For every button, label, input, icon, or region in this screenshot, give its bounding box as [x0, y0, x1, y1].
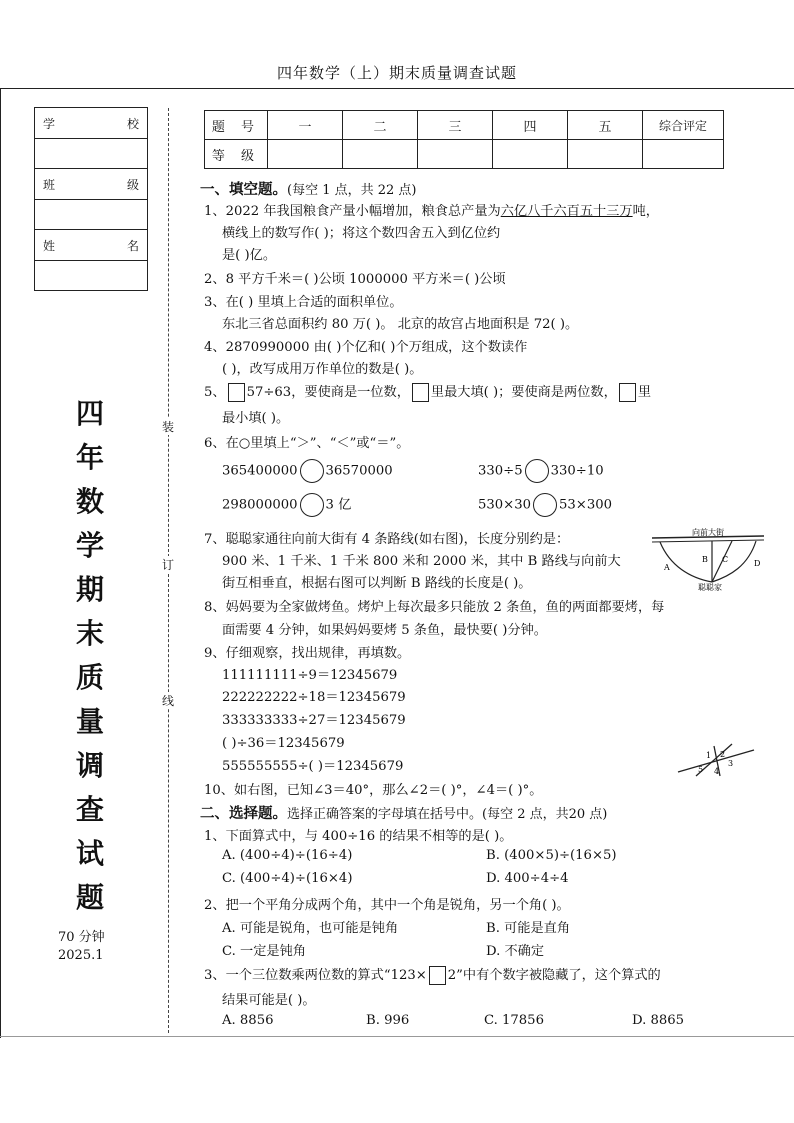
q7-line-3: 街互相垂直，根据右图可以判断 B 路线的长度是( )。 [222, 576, 532, 591]
c3-question-line-1: 3、一个三位数乘两位数的算式“123× 2”中有个数字被隐藏了，这个算式的 [204, 968, 661, 983]
fig-label-a: A [664, 563, 670, 572]
q8-line-1: 8、妈妈要为全家做烤鱼。烤炉上每次最多只能放 2 条鱼，鱼的两面都要烤，每 [204, 600, 665, 615]
c2-option-c[interactable]: C. 一定是钝角 [222, 944, 306, 959]
angle-label-3: 3 [728, 759, 734, 768]
fig-label-home: 聪聪家 [698, 583, 722, 592]
q3-line-2: 东北三省总面积约 80 万( )。 北京的故宫占地面积是 72( )。 [222, 317, 579, 332]
fig-label-b: B [702, 555, 708, 564]
top-rule [0, 88, 794, 89]
c1-option-d[interactable]: D. 400÷4÷4 [486, 871, 569, 886]
section-1-heading: 一、填空题。(每空 1 点，共 22 点) [200, 181, 417, 198]
school-label: 学 校 [35, 108, 147, 139]
q10-line: 10、如右图，已知∠3＝40°，那么∠2＝( )°，∠4＝( )°。 [204, 783, 543, 798]
blank-box[interactable] [412, 383, 429, 402]
c1-option-b[interactable]: B. (400×5)÷(16×5) [486, 848, 617, 863]
q7-line-1: 7、聪聪家通往向前大街有 4 条路线(如右图)，长度分别约是： [204, 532, 570, 547]
compare-circle[interactable] [533, 493, 557, 517]
name-label: 姓 名 [35, 230, 147, 261]
compare-circle[interactable] [300, 459, 324, 483]
binding-char-xian: 线 [162, 694, 175, 708]
grade-col-overall: 综合评定 [643, 111, 724, 140]
c1-option-a[interactable]: A. (400÷4)÷(16÷4) [222, 848, 353, 863]
q3-line-1: 3、在( ) 里填上合适的面积单位。 [204, 295, 403, 310]
grade-cell[interactable] [343, 140, 418, 169]
q9-row-5: 555555555÷( )＝12345679 [222, 759, 404, 774]
grade-row-label-level: 等 级 [205, 140, 268, 169]
q9-row-3: 333333333÷27＝12345679 [222, 713, 406, 728]
q9-row-2: 222222222÷18＝12345679 [222, 690, 406, 705]
exam-date: 2025.1 [58, 948, 104, 963]
blank-box[interactable] [619, 383, 636, 402]
binding-char-zhuang: 装 [162, 420, 175, 434]
compare-circle[interactable] [525, 459, 549, 483]
c1-option-c[interactable]: C. (400÷4)÷(16×4) [222, 871, 353, 886]
left-rule [0, 88, 1, 1038]
fig-label-c: C [722, 555, 729, 564]
q4-line-1: 4、2870990000 由( )个亿和( )个万组成，这个数读作 [204, 340, 528, 355]
q9-row-4: ( )÷36＝12345679 [222, 736, 345, 751]
name-field[interactable] [35, 261, 147, 290]
bottom-rule [0, 1036, 794, 1037]
compare-circle[interactable] [300, 493, 324, 517]
grade-col-2: 二 [343, 111, 418, 140]
grade-col-4: 四 [493, 111, 568, 140]
q6-item-b: 330÷5 330÷10 [478, 459, 604, 483]
q1-line-2: 横线上的数写作( )；将这个数四舍五入到亿位约 [222, 226, 501, 241]
blank-box[interactable] [228, 383, 245, 402]
c3-question-line-2: 结果可能是( )。 [222, 993, 316, 1008]
fig-label-d: D [754, 559, 761, 568]
grade-cell[interactable] [418, 140, 493, 169]
vertical-title: 四 年 数 学 期 末 质 量 调 查 试 题 [75, 397, 104, 914]
page-header-title: 四年数学（上）期末质量调查试题 [276, 64, 517, 82]
q9-row-1: 111111111÷9＝12345679 [222, 668, 398, 683]
q9-title: 9、仔细观察，找出规律，再填数。 [204, 646, 411, 661]
q5-line-2: 最小填( )。 [222, 411, 290, 426]
c2-option-d[interactable]: D. 不确定 [486, 944, 545, 959]
angle-label-2: 2 [720, 750, 726, 759]
c1-question: 1、下面算式中，与 400÷16 的结果不相等的是( )。 [204, 829, 513, 844]
q6-item-c: 298000000 3 亿 [222, 493, 351, 517]
q6-item-d: 530×30 53×300 [478, 493, 612, 517]
grade-col-1: 一 [268, 111, 343, 140]
binding-char-ding: 订 [162, 558, 175, 572]
q1-line-1: 1、2022 年我国粮食产量小幅增加，粮食总产量为六亿八千六百五十三万吨， [204, 204, 659, 219]
c2-question: 2、把一个平角分成两个角，其中一个角是锐角，另一个角( )。 [204, 898, 570, 913]
c3-option-d[interactable]: D. 8865 [632, 1013, 685, 1028]
q6-title: 6、在○里填上“＞”、“＜”或“＝”。 [204, 436, 410, 451]
class-field[interactable] [35, 200, 147, 230]
angle-diagram [676, 742, 756, 778]
q6-item-a: 365400000 36570000 [222, 459, 393, 483]
grade-row-label-number: 题 号 [205, 111, 268, 140]
class-label: 班 级 [35, 169, 147, 200]
q4-line-2: ( )，改写成用万作单位的数是( )。 [222, 362, 423, 377]
c3-option-c[interactable]: C. 17856 [484, 1013, 544, 1028]
grade-col-3: 三 [418, 111, 493, 140]
q2-line: 2、8 平方千米＝( )公顷 1000000 平方米＝( )公顷 [204, 272, 506, 287]
grade-table [204, 110, 724, 169]
grade-cell[interactable] [268, 140, 343, 169]
c3-option-a[interactable]: A. 8856 [222, 1013, 274, 1028]
c2-option-a[interactable]: A. 可能是锐角，也可能是钝角 [222, 921, 399, 936]
grade-cell[interactable] [643, 140, 724, 169]
q8-line-2: 面需要 4 分钟，如果妈妈要烤 5 条鱼，最快要( )分钟。 [222, 623, 547, 638]
grade-col-5: 五 [568, 111, 643, 140]
exam-duration: 70 分钟 [58, 930, 105, 945]
c2-option-b[interactable]: B. 可能是直角 [486, 921, 571, 936]
grade-cell[interactable] [493, 140, 568, 169]
angle-label-5: 5 [698, 765, 704, 774]
school-field[interactable] [35, 139, 147, 169]
angle-label-1: 1 [706, 751, 712, 760]
q5-line-1: 5、 57÷63，要使商是一位数， 里最大填( )；要使商是两位数， 里 [204, 385, 651, 400]
q1-line-3: 是( )亿。 [222, 248, 277, 263]
grade-cell[interactable] [568, 140, 643, 169]
fig-label-street: 向前大街 [692, 528, 724, 537]
route-diagram [650, 526, 766, 592]
q7-line-2: 900 米、1 千米、1 千米 800 米和 2000 米，其中 B 路线与向前大 [222, 554, 621, 569]
hidden-digit-box[interactable] [429, 966, 446, 985]
section-2-heading: 二、选择题。选择正确答案的字母填在括号中。(每空 2 点，共20 点) [200, 805, 608, 822]
angle-label-4: 4 [714, 767, 720, 776]
c3-option-b[interactable]: B. 996 [366, 1013, 410, 1028]
student-info-box [34, 107, 148, 291]
